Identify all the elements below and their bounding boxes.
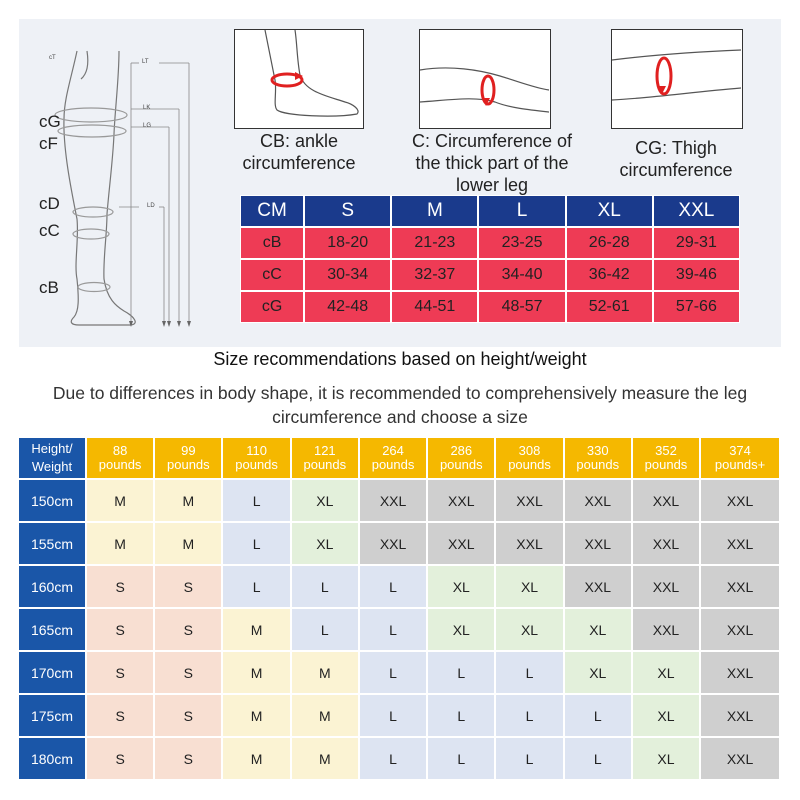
calf-illustration xyxy=(419,29,551,129)
cm-table-row xyxy=(240,291,740,323)
cm-cell: 34-40 xyxy=(478,259,565,291)
measurement-panel xyxy=(19,19,781,347)
size-cell: L xyxy=(223,480,291,523)
height-cell: 150cm xyxy=(19,480,87,523)
weight-header-cell xyxy=(87,438,155,480)
thigh-caption: CG: Thigh circumference xyxy=(619,138,733,180)
size-cell: XXL xyxy=(496,480,564,523)
size-cell: XXL xyxy=(701,695,781,738)
cm-cell: 39-46 xyxy=(653,259,740,291)
size-cell: XL xyxy=(565,652,633,695)
size-cell: XXL xyxy=(565,566,633,609)
size-cell: XL xyxy=(633,695,701,738)
size-cell: L xyxy=(223,523,291,566)
weight-header-cell xyxy=(223,438,291,480)
size-cell: L xyxy=(292,566,360,609)
ankle-caption: CB: ankle circumference xyxy=(242,131,356,173)
cm-header-cell: M xyxy=(391,195,478,227)
size-cell: M xyxy=(155,523,223,566)
height-weight-size-table xyxy=(19,438,781,781)
tiny-label-LD: LD xyxy=(147,203,155,209)
weight-header-cell xyxy=(155,438,223,480)
cm-cell: 57-66 xyxy=(653,291,740,323)
size-cell: XXL xyxy=(360,523,428,566)
size-table-header xyxy=(19,438,781,480)
cm-cell: 52-61 xyxy=(566,291,653,323)
size-cell: XXL xyxy=(565,480,633,523)
weight-unit: pounds xyxy=(303,457,347,472)
size-cell: XXL xyxy=(565,523,633,566)
weight-unit: pounds xyxy=(371,457,415,472)
weight-unit: pounds xyxy=(439,457,483,472)
size-cell: XXL xyxy=(360,480,428,523)
size-cell: M xyxy=(155,480,223,523)
size-cell: XXL xyxy=(428,480,496,523)
tiny-label-LG: LG xyxy=(143,123,152,129)
size-cell: L xyxy=(360,609,428,652)
size-cell: XXL xyxy=(701,738,781,781)
height-cell: 165cm xyxy=(19,609,87,652)
weight-value: 374 xyxy=(729,443,751,458)
size-cell: XXL xyxy=(701,480,781,523)
size-cell: XXL xyxy=(701,566,781,609)
weight-value: 88 xyxy=(112,443,128,458)
weight-header-cell xyxy=(428,438,496,480)
size-cell: M xyxy=(292,738,360,781)
size-cell: L xyxy=(496,652,564,695)
weight-unit: pounds+ xyxy=(714,457,766,472)
size-cell: M xyxy=(223,652,291,695)
size-table-row xyxy=(19,523,781,566)
cm-header-cell: L xyxy=(478,195,565,227)
cm-table-header xyxy=(240,195,740,227)
cm-cell: 23-25 xyxy=(478,227,565,259)
size-cell: S xyxy=(87,652,155,695)
size-cell: M xyxy=(223,695,291,738)
size-cell: XXL xyxy=(633,480,701,523)
weight-value: 330 xyxy=(586,443,609,458)
size-cell: S xyxy=(155,738,223,781)
size-cell: M xyxy=(223,738,291,781)
weight-header-cell xyxy=(292,438,360,480)
cm-cell: cB xyxy=(240,227,304,259)
ankle-measure-icon xyxy=(235,30,362,127)
tiny-label-cT: cT xyxy=(49,55,56,61)
weight-value: 110 xyxy=(246,443,267,458)
weight-value: 121 xyxy=(313,443,336,458)
cm-cell: 30-34 xyxy=(304,259,391,291)
cm-cell: 32-37 xyxy=(391,259,478,291)
calf-caption: C: Circumference of the thick part of the lower leg xyxy=(411,131,573,195)
cm-cell: 44-51 xyxy=(391,291,478,323)
size-cell: XXL xyxy=(701,609,781,652)
weight-unit: pounds xyxy=(508,457,551,472)
cm-cell: 42-48 xyxy=(304,291,391,323)
weight-header-cell xyxy=(360,438,428,480)
cm-table-row xyxy=(240,259,740,291)
size-table-row xyxy=(19,480,781,523)
height-cell: 180cm xyxy=(19,738,87,781)
leg-diagram xyxy=(19,19,229,347)
size-cell: S xyxy=(155,566,223,609)
size-cell: S xyxy=(87,738,155,781)
size-cell: S xyxy=(155,609,223,652)
size-cell: XXL xyxy=(428,523,496,566)
size-cell: S xyxy=(155,652,223,695)
recommendation-title: Size recommendations based on height/weight xyxy=(213,349,587,369)
size-cell: XL xyxy=(428,566,496,609)
cm-header-cell: XL xyxy=(566,195,653,227)
label-cF: cF xyxy=(39,134,58,153)
corner-label-height: Height/ xyxy=(31,441,73,456)
cm-header-cell: XXL xyxy=(653,195,740,227)
weight-header-cell xyxy=(565,438,633,480)
cm-cell: 48-57 xyxy=(478,291,565,323)
size-cell: S xyxy=(155,695,223,738)
cm-size-table xyxy=(240,195,740,323)
label-cD: cD xyxy=(39,194,60,213)
weight-value: 308 xyxy=(518,443,541,458)
size-cell: M xyxy=(223,609,291,652)
cm-cell: cG xyxy=(240,291,304,323)
size-cell: XL xyxy=(565,609,633,652)
size-cell: XXL xyxy=(496,523,564,566)
weight-header-cell xyxy=(633,438,701,480)
size-cell: L xyxy=(496,738,564,781)
recommendation-note: Due to differences in body shape, it is recommended to comprehensively measure the leg circumference and choose a size xyxy=(52,383,748,427)
cm-cell: 18-20 xyxy=(304,227,391,259)
size-cell: L xyxy=(360,566,428,609)
size-cell: L xyxy=(565,695,633,738)
cm-header-cell: S xyxy=(304,195,391,227)
cm-cell: 21-23 xyxy=(391,227,478,259)
size-cell: L xyxy=(428,695,496,738)
weight-value: 286 xyxy=(450,443,473,458)
size-cell: XL xyxy=(496,609,564,652)
size-cell: M xyxy=(87,480,155,523)
height-cell: 170cm xyxy=(19,652,87,695)
height-cell: 175cm xyxy=(19,695,87,738)
size-cell: L xyxy=(360,652,428,695)
tiny-label-LK: LK xyxy=(143,105,151,111)
weight-unit: pounds xyxy=(235,457,278,472)
size-table-row xyxy=(19,609,781,652)
cm-cell: 26-28 xyxy=(566,227,653,259)
size-cell: XL xyxy=(428,609,496,652)
weight-value: 264 xyxy=(382,443,404,458)
cm-header-cell: CM xyxy=(240,195,304,227)
label-cC: cC xyxy=(39,221,60,240)
weight-value: 352 xyxy=(655,443,677,458)
size-cell: M xyxy=(292,695,360,738)
size-cell: L xyxy=(496,695,564,738)
thigh-measure-icon xyxy=(612,30,741,127)
ankle-illustration xyxy=(234,29,364,129)
weight-header-cell xyxy=(701,438,781,480)
height-cell: 155cm xyxy=(19,523,87,566)
cm-cell: 36-42 xyxy=(566,259,653,291)
weight-unit: pounds xyxy=(644,457,688,472)
thigh-illustration xyxy=(611,29,743,129)
weight-value: 99 xyxy=(181,443,196,458)
corner-label-weight: Weight xyxy=(31,459,73,474)
size-cell: XL xyxy=(496,566,564,609)
height-cell: 160cm xyxy=(19,566,87,609)
size-cell: L xyxy=(360,695,428,738)
weight-unit: pounds xyxy=(167,457,210,472)
height-weight-corner-cell xyxy=(19,438,87,480)
size-cell: L xyxy=(292,609,360,652)
tiny-label-LT: LT xyxy=(142,59,149,65)
size-table-row xyxy=(19,652,781,695)
size-cell: XXL xyxy=(633,609,701,652)
size-cell: S xyxy=(87,609,155,652)
size-cell: L xyxy=(360,738,428,781)
size-cell: L xyxy=(428,652,496,695)
size-cell: XXL xyxy=(701,523,781,566)
size-cell: XL xyxy=(292,480,360,523)
weight-unit: pounds xyxy=(576,457,620,472)
size-table-row xyxy=(19,695,781,738)
size-cell: XL xyxy=(633,652,701,695)
size-cell: S xyxy=(87,695,155,738)
weight-header-cell xyxy=(496,438,564,480)
size-cell: XXL xyxy=(633,566,701,609)
size-cell: L xyxy=(223,566,291,609)
size-table-row xyxy=(19,738,781,781)
size-cell: XL xyxy=(292,523,360,566)
cm-table-row xyxy=(240,227,740,259)
size-cell: S xyxy=(87,566,155,609)
size-table-row xyxy=(19,566,781,609)
size-cell: L xyxy=(428,738,496,781)
size-cell: XXL xyxy=(701,652,781,695)
size-cell: M xyxy=(87,523,155,566)
cm-cell: cC xyxy=(240,259,304,291)
size-cell: XL xyxy=(633,738,701,781)
weight-unit: pounds xyxy=(98,457,142,472)
size-cell: XXL xyxy=(633,523,701,566)
calf-measure-icon xyxy=(420,30,549,127)
cm-cell: 29-31 xyxy=(653,227,740,259)
size-cell: L xyxy=(565,738,633,781)
label-cB: cB xyxy=(39,278,59,297)
size-cell: M xyxy=(292,652,360,695)
label-cG: cG xyxy=(39,112,61,131)
